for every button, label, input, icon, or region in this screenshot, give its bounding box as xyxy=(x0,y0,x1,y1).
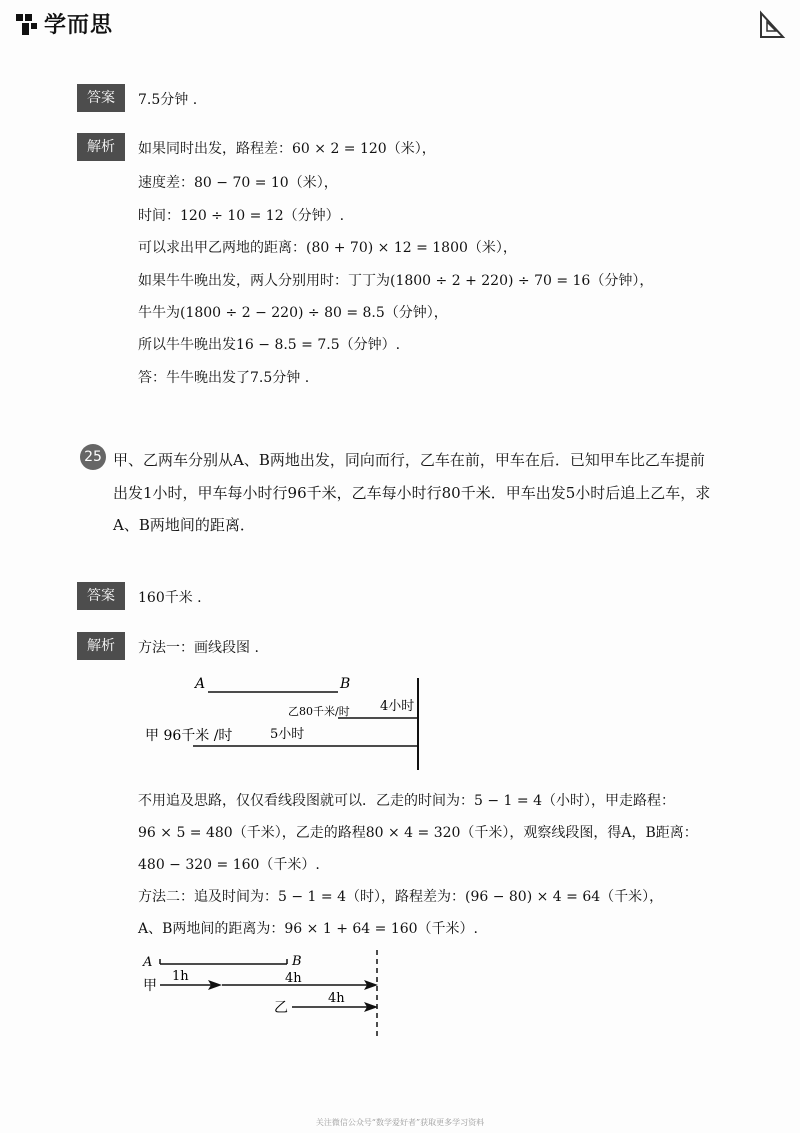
analysis-line: 可以求出甲乙两地的距离：(80 + 70) × 12 = 1800（米）， xyxy=(138,240,517,256)
diagram-label-b: B xyxy=(340,676,351,692)
diagram-label-b: B xyxy=(292,954,302,969)
yi-label: 乙 xyxy=(274,1000,288,1016)
answer-text: 7.5分钟 . xyxy=(138,92,198,108)
answer-tag: 答案 xyxy=(77,84,125,112)
segment-diagram-two xyxy=(0,945,800,1045)
question-number-badge: 25 xyxy=(80,444,106,470)
analysis-line: 如果牛牛晚出发，两人分别用时：丁丁为(1800 ÷ 2 + 220) ÷ 70 = 16（分钟）， xyxy=(138,273,654,289)
analysis-tag: 解析 xyxy=(77,632,125,660)
footer-note: 关注微信公众号“数学爱好者”获取更多学习资料 xyxy=(315,1118,485,1127)
method-one-intro: 方法一：画线段图 . xyxy=(138,640,259,656)
analysis-line: 速度差：80 − 70 = 10（米）， xyxy=(138,175,338,191)
analysis-line: 480 − 320 = 160（千米）. xyxy=(138,857,320,873)
analysis-line: 如果同时出发，路程差：60 × 2 = 120（米）， xyxy=(138,141,436,157)
analysis-line: A、B两地间的距离为：96 × 1 + 64 = 160（千米）. xyxy=(138,921,478,937)
diagram-label-a: A xyxy=(195,676,206,692)
publisher-mark-icon xyxy=(758,10,786,40)
analysis-tag: 解析 xyxy=(77,133,125,161)
segment-diagram-one xyxy=(0,660,800,775)
segment-1h-label: 1h xyxy=(172,969,189,984)
logo-text: 学而思 xyxy=(44,13,114,38)
question-line: A、B两地间的距离． xyxy=(113,516,255,534)
analysis-line: 不用追及思路，仅仅看线段图就可以．乙走的时间为：5 − 1 = 4（小时），甲走路程： xyxy=(138,793,675,809)
analysis-line: 96 × 5 = 480（千米），乙走的路程80 × 4 = 320（千米），观察线段图，得A，B距离： xyxy=(138,825,698,841)
answer-tag: 答案 xyxy=(77,582,125,610)
jia-speed-label: 甲 96千米 /时 xyxy=(145,728,233,744)
diagram-label-a: A xyxy=(143,955,153,970)
yi-speed-label: 乙80千米/时 xyxy=(288,705,350,718)
jia-label: 甲 xyxy=(143,978,157,994)
segment-4h-label: 4h xyxy=(285,971,302,986)
analysis-line: 所以牛牛晚出发16 − 8.5 = 7.5（分钟）. xyxy=(138,337,401,353)
segment-4h-yi-label: 4h xyxy=(328,991,345,1006)
answer-text: 160千米 . xyxy=(138,590,202,606)
analysis-line: 时间：120 ÷ 10 = 12（分钟）. xyxy=(138,208,345,224)
analysis-line: 方法二：追及时间为：5 − 1 = 4（时），路程差为：(96 − 80) × 4 = 64（千米）， xyxy=(138,889,664,905)
logo xyxy=(14,8,113,39)
analysis-line: 牛牛为(1800 ÷ 2 − 220) ÷ 80 = 8.5（分钟）， xyxy=(138,305,448,321)
question-line: 甲、乙两车分别从A、B两地出发，同向而行，乙车在前，甲车在后．已知甲车比乙车提前 xyxy=(113,451,705,469)
logo-mark-icon xyxy=(14,11,40,37)
question-line: 出发1小时，甲车每小时行96千米，乙车每小时行80千米．甲车出发5小时后追上乙车，求 xyxy=(113,484,711,502)
analysis-line: 答：牛牛晚出发了7.5分钟 . xyxy=(138,370,310,386)
jia-time-label: 5小时 xyxy=(270,727,305,742)
yi-time-label: 4小时 xyxy=(380,699,415,714)
